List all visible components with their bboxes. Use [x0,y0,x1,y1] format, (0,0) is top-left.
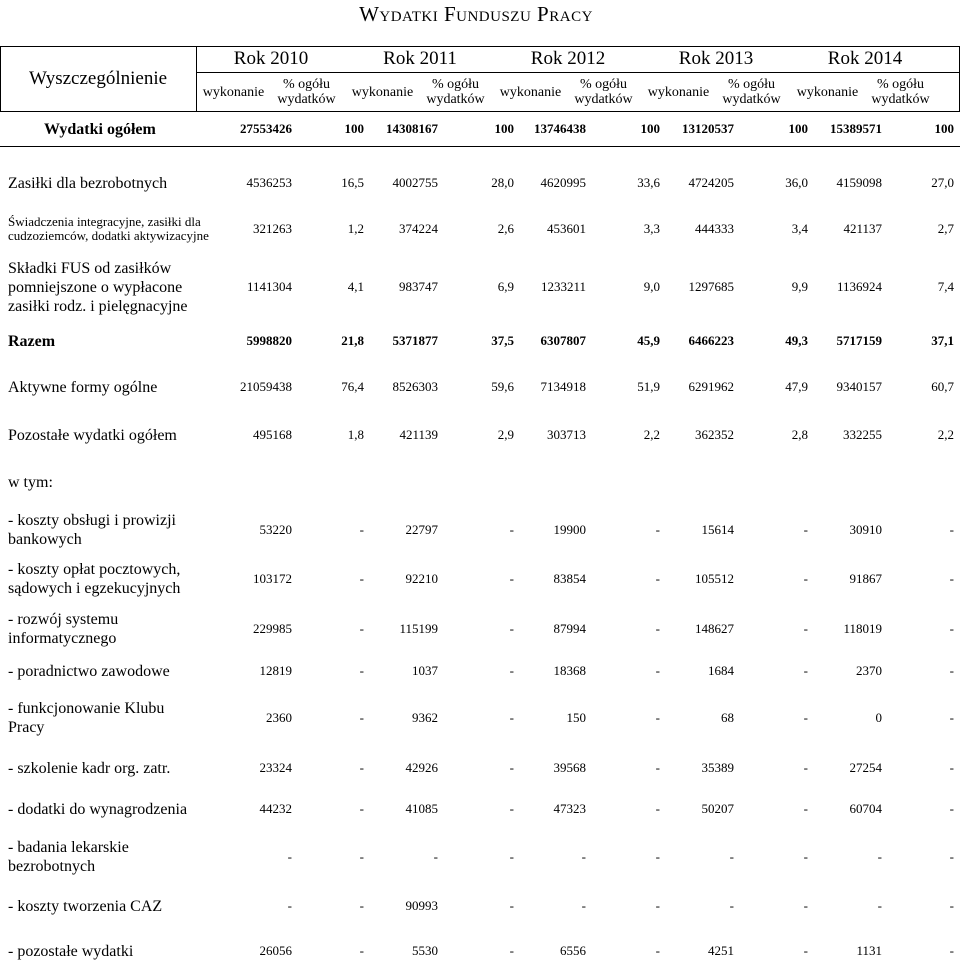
table-cell: 3,3 [643,221,660,236]
table-cell: 36,0 [785,175,808,190]
table-cell: - [509,898,514,913]
table-cell: 444333 [695,221,734,236]
table-cell: 374224 [399,221,438,236]
table-cell: 5530 [412,943,438,958]
table-cell: 13120537 [682,121,734,136]
table-cell: - [655,571,660,586]
table-cell: 9,9 [791,279,808,294]
table-row [0,788,960,830]
table-cell: - [803,898,808,913]
header-year: Rok 2014 [827,48,903,69]
table-cell: 9340157 [836,379,882,394]
table-cell: 2,6 [497,221,514,236]
row-label: Świadczenia integracyjne, zasiłki dla cudzoziemców, dodatki aktywizacyjne [8,214,209,243]
header-year: Rok 2010 [233,48,309,69]
row-label: - koszty obsługi i prowizji bankowych [8,512,176,548]
header-exec: wykonanie [202,84,265,100]
table-cell: 27,0 [931,175,954,190]
table-row [0,748,960,788]
table-cell: 2,2 [643,427,660,442]
table-row [0,364,960,410]
table-cell: - [803,801,808,816]
table-cell: - [509,663,514,678]
table-cell: 45,9 [637,333,660,348]
table-cell: 4251 [708,943,734,958]
table-cell: - [509,801,514,816]
table-cell: 5998820 [246,333,292,348]
table-cell: 90993 [405,898,438,913]
table-cell: 41085 [405,801,438,816]
table-cell: 6466223 [688,333,734,348]
table-cell: 2,9 [497,427,514,442]
table-cell: 4,1 [347,279,364,294]
row-label: - badania lekarskie bezrobotnych [8,839,129,875]
table-cell: 47323 [553,801,586,816]
table-cell: - [949,663,954,678]
table-cell: 68 [721,710,734,725]
table-cell: - [949,621,954,636]
table-cell: 983747 [399,279,438,294]
page-title: Wydatki Funduszu Pracy [359,2,593,26]
table-cell: - [359,849,364,864]
header-divider [196,72,960,73]
table-cell: 100 [788,121,808,136]
table-cell: 362352 [695,427,734,442]
table-cell: 22797 [405,522,438,537]
table-cell: 115199 [399,621,438,636]
table-cell: - [803,710,808,725]
table-cell: - [803,621,808,636]
table-row [0,603,960,655]
table-cell: 28,0 [491,175,514,190]
table-cell: 5717159 [836,333,882,348]
table-cell: 42926 [405,760,438,775]
table-cell: 2370 [856,663,882,678]
table-cell: - [949,522,954,537]
table-cell: 18368 [553,663,586,678]
table-cell: 92210 [405,571,438,586]
table-cell: 100 [934,121,954,136]
header-label: Wyszczególnienie [28,68,168,89]
table-row [0,884,960,928]
table-cell: 21,8 [341,333,364,348]
table-cell: - [803,522,808,537]
header-year: Rok 2013 [678,48,754,69]
table-cell: 27553426 [240,121,292,136]
table-cell: 4724205 [688,175,734,190]
table-cell: 148627 [695,621,734,636]
table-row [0,320,960,362]
row-label: - koszty tworzenia CAZ [8,897,163,915]
table-cell: 6556 [560,943,586,958]
table-cell: - [655,849,660,864]
table-cell: 2,2 [937,427,954,442]
table-cell: 6,9 [497,279,514,294]
table-cell: - [509,571,514,586]
table-cell [864,460,954,504]
table-cell: - [655,898,660,913]
header-pct: % ogółu wydatków [871,77,930,107]
table-cell: - [509,710,514,725]
table-cell: 1141304 [246,279,292,294]
table-cell: 59,6 [491,379,514,394]
row-label: Aktywne formy ogólne [8,378,158,396]
table-cell: 1131 [856,943,882,958]
table-cell: - [509,760,514,775]
table-cell: 303713 [547,427,586,442]
table-cell: - [949,571,954,586]
table-cell: 1136924 [836,279,882,294]
table-row [0,460,960,504]
table-row [0,412,960,458]
table-cell: 1,8 [347,427,364,442]
table-cell: - [359,898,364,913]
row-label: - funkcjonowanie Klubu Pracy [8,700,165,736]
table-cell: - [655,710,660,725]
table-cell: - [949,849,954,864]
header-exec: wykonanie [499,84,562,100]
table-cell: 495168 [253,427,292,442]
table-cell: 76,4 [341,379,364,394]
table-cell: - [509,849,514,864]
table-cell: 15614 [701,522,734,537]
row-label: Razem [8,332,56,350]
table-cell: - [509,621,514,636]
table-cell: - [655,801,660,816]
table-cell: 47,9 [785,379,808,394]
table-cell: 19900 [553,522,586,537]
table-row [0,832,960,882]
table-cell: - [655,760,660,775]
table-cell: 33,6 [637,175,660,190]
table-cell: 229985 [253,621,292,636]
table-cell: - [359,801,364,816]
row-label: Składki FUS od zasiłków pomniejszone o wypłacone zasiłki rodz. i pielęgnacyjne [8,259,188,315]
table-cell: - [655,663,660,678]
table-cell: 4620995 [540,175,586,190]
table-cell: - [359,943,364,958]
table-cell: - [803,849,808,864]
header-pct: % ogółu wydatków [426,77,485,107]
table-cell: 87994 [553,621,586,636]
header-pct: % ogółu wydatków [277,77,336,107]
table-cell: - [949,710,954,725]
row-label: - pozostałe wydatki [8,942,134,960]
table-cell: 6291962 [688,379,734,394]
table-cell: 2,8 [791,427,808,442]
header-year: Rok 2011 [383,48,457,69]
table-cell: - [803,663,808,678]
header-pct: % ogółu wydatków [722,77,781,107]
row-label: Pozostałe wydatki ogółem [8,426,177,444]
table-cell: - [803,760,808,775]
table-cell: 1297685 [688,279,734,294]
table-row [0,164,960,202]
table-cell: 27254 [849,760,882,775]
table-cell: 1037 [412,663,438,678]
row-label: Wydatki ogółem [44,120,156,138]
table-cell: 332255 [843,427,882,442]
table-cell: 150 [566,710,586,725]
table-cell: 118019 [843,621,882,636]
table-cell: - [803,571,808,586]
table-cell: 1,2 [347,221,364,236]
table-cell: 4536253 [246,175,292,190]
table-cell: 453601 [547,221,586,236]
table-cell: - [359,710,364,725]
table-cell: 15389571 [830,121,882,136]
row-label: w tym: [8,473,53,491]
row-label: Zasiłki dla bezrobotnych [8,174,168,192]
table-cell: 103172 [253,571,292,586]
table-cell: 7134918 [540,379,586,394]
table-cell: - [803,943,808,958]
row-label: - szkolenie kadr org. zatr. [8,759,171,777]
table-cell: - [509,943,514,958]
row-label: - rozwój systemu informatycznego [8,611,119,647]
table-cell: - [655,522,660,537]
header-exec: wykonanie [647,84,710,100]
row-divider [0,146,960,147]
table-cell: - [729,849,734,864]
table-cell: - [359,663,364,678]
table-cell: 60,7 [931,379,954,394]
row-label: - poradnictwo zawodowe [8,662,170,680]
table-cell: 6307807 [540,333,586,348]
table-cell: 12819 [259,663,292,678]
table-cell: 100 [640,121,660,136]
table-cell: 2360 [266,710,292,725]
table-cell: - [359,760,364,775]
table-cell: - [287,849,292,864]
table-cell: 35389 [701,760,734,775]
table-cell: 1684 [708,663,734,678]
table-cell: 37,1 [931,333,954,348]
table-cell: 13746438 [534,121,586,136]
table-row [0,505,960,555]
table-cell: - [949,943,954,958]
table-cell: 51,9 [637,379,660,394]
table-cell: 7,4 [937,279,954,294]
table-cell: 100 [494,121,514,136]
table-cell: 91867 [849,571,882,586]
table-cell: - [729,898,734,913]
table-cell: - [655,621,660,636]
table-cell: 105512 [695,571,734,586]
table-cell: 5371877 [392,333,438,348]
table-row [0,112,960,146]
header-exec: wykonanie [796,84,859,100]
table-cell: - [581,898,586,913]
table-cell: - [581,849,586,864]
table-row [0,690,960,746]
table-cell: 9362 [412,710,438,725]
row-label: - koszty opłat pocztowych, sądowych i egzekucyjnych [8,561,181,597]
table-cell: 16,5 [341,175,364,190]
table-cell: - [359,621,364,636]
table-cell: 21059438 [240,379,292,394]
table-cell: 100 [344,121,364,136]
table-cell: 321263 [253,221,292,236]
table-cell: 8526303 [392,379,438,394]
table-cell: 9,0 [643,279,660,294]
table-cell: 14308167 [386,121,438,136]
table-cell: - [949,760,954,775]
table-cell: 49,3 [785,333,808,348]
table-cell: - [877,898,882,913]
row-label: - dodatki do wynagrodzenia [8,800,188,818]
table-cell: 30910 [849,522,882,537]
header-year: Rok 2012 [530,48,606,69]
table-cell: 50207 [701,801,734,816]
table-row [0,930,960,972]
table-cell: 39568 [553,760,586,775]
table-cell: - [949,898,954,913]
table-cell: 26056 [259,943,292,958]
table-cell: - [655,943,660,958]
table-cell: 53220 [259,522,292,537]
table-row [0,256,960,318]
table-cell: 2,7 [937,221,954,236]
table-cell: 421137 [843,221,882,236]
table-row [0,555,960,603]
table-cell: 1233211 [540,279,586,294]
table-cell: 3,4 [791,221,808,236]
table-cell: 4002755 [392,175,438,190]
table-cell: - [433,849,438,864]
table-cell: - [877,849,882,864]
table-cell: 83854 [553,571,586,586]
header-exec: wykonanie [351,84,414,100]
table-cell: 44232 [259,801,292,816]
table-cell: 60704 [849,801,882,816]
table-cell: - [509,522,514,537]
table-cell: 37,5 [491,333,514,348]
table-cell: 0 [875,710,882,725]
table-cell: 23324 [259,760,292,775]
table-cell: 421139 [399,427,438,442]
table-cell: - [359,571,364,586]
table-cell: - [287,898,292,913]
table-cell: - [359,522,364,537]
table-cell: 4159098 [836,175,882,190]
header-pct: % ogółu wydatków [574,77,633,107]
table-row [0,655,960,687]
table-row [0,204,960,254]
table-cell: - [949,801,954,816]
